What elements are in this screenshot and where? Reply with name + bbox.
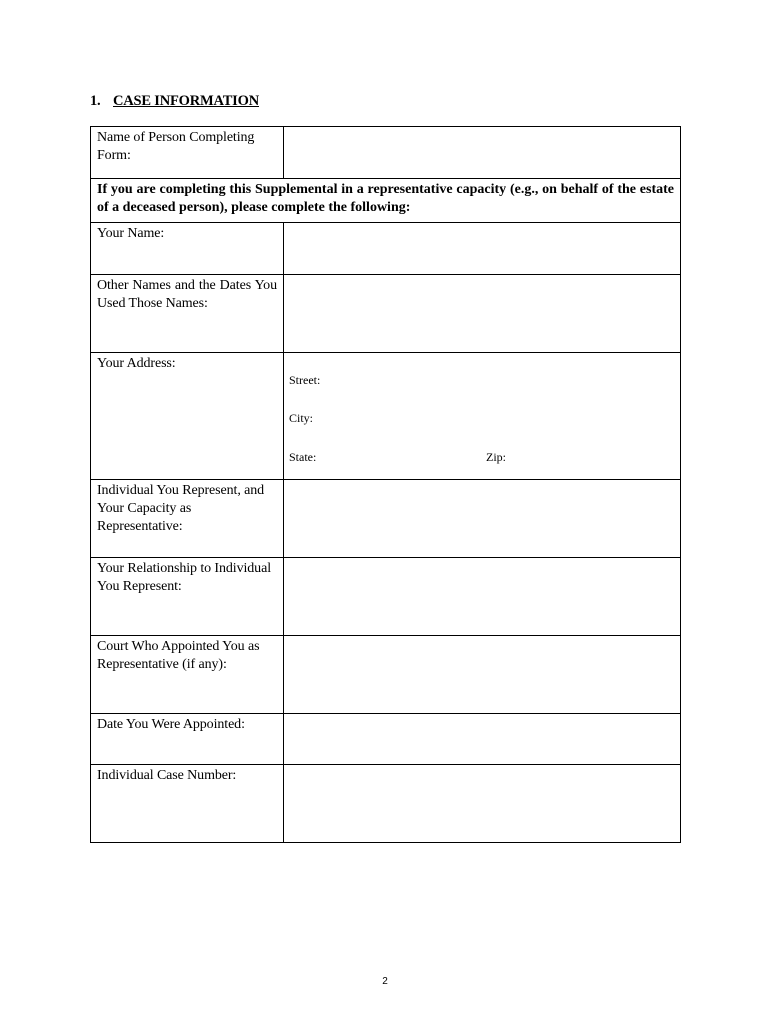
person-completing-label: Name of Person Completing Form: xyxy=(97,130,255,163)
case-number-label: Individual Case Number: xyxy=(97,768,237,783)
address-field[interactable] xyxy=(284,353,680,479)
row-representative-note xyxy=(91,179,681,223)
city-label: City: xyxy=(289,411,314,425)
row-address xyxy=(91,353,681,480)
case-information-table xyxy=(90,126,681,843)
section-title: CASE INFORMATION xyxy=(113,93,259,109)
row-person-completing xyxy=(91,127,681,179)
row-case-number xyxy=(91,765,681,843)
street-label: Street: xyxy=(289,373,321,387)
section-heading xyxy=(90,93,259,110)
state-label: State: xyxy=(289,450,317,464)
your-name-label: Your Name: xyxy=(97,226,165,241)
row-date-appointed xyxy=(91,714,681,765)
row-relationship xyxy=(91,558,681,636)
row-other-names xyxy=(91,275,681,353)
row-individual-represent xyxy=(91,480,681,558)
individual-represent-label: Individual You Represent, and Your Capacity as Representative: xyxy=(97,483,265,534)
zip-label: Zip: xyxy=(486,450,506,464)
other-names-label: Other Names and the Dates You Used Those Names: xyxy=(97,278,277,311)
section-number: 1. xyxy=(90,93,101,109)
row-court xyxy=(91,636,681,714)
court-label: Court Who Appointed You as Representative (if any): xyxy=(97,639,260,672)
representative-note: If you are completing this Supplemental in a representative capacity (e.g., on behalf of the estate of a deceased person), please complete the following: xyxy=(97,182,674,215)
date-appointed-label: Date You Were Appointed: xyxy=(97,717,245,732)
address-label: Your Address: xyxy=(97,356,176,371)
row-your-name xyxy=(91,223,681,275)
relationship-label: Your Relationship to Individual You Represent: xyxy=(97,561,271,594)
page-number: 2 xyxy=(382,976,388,987)
